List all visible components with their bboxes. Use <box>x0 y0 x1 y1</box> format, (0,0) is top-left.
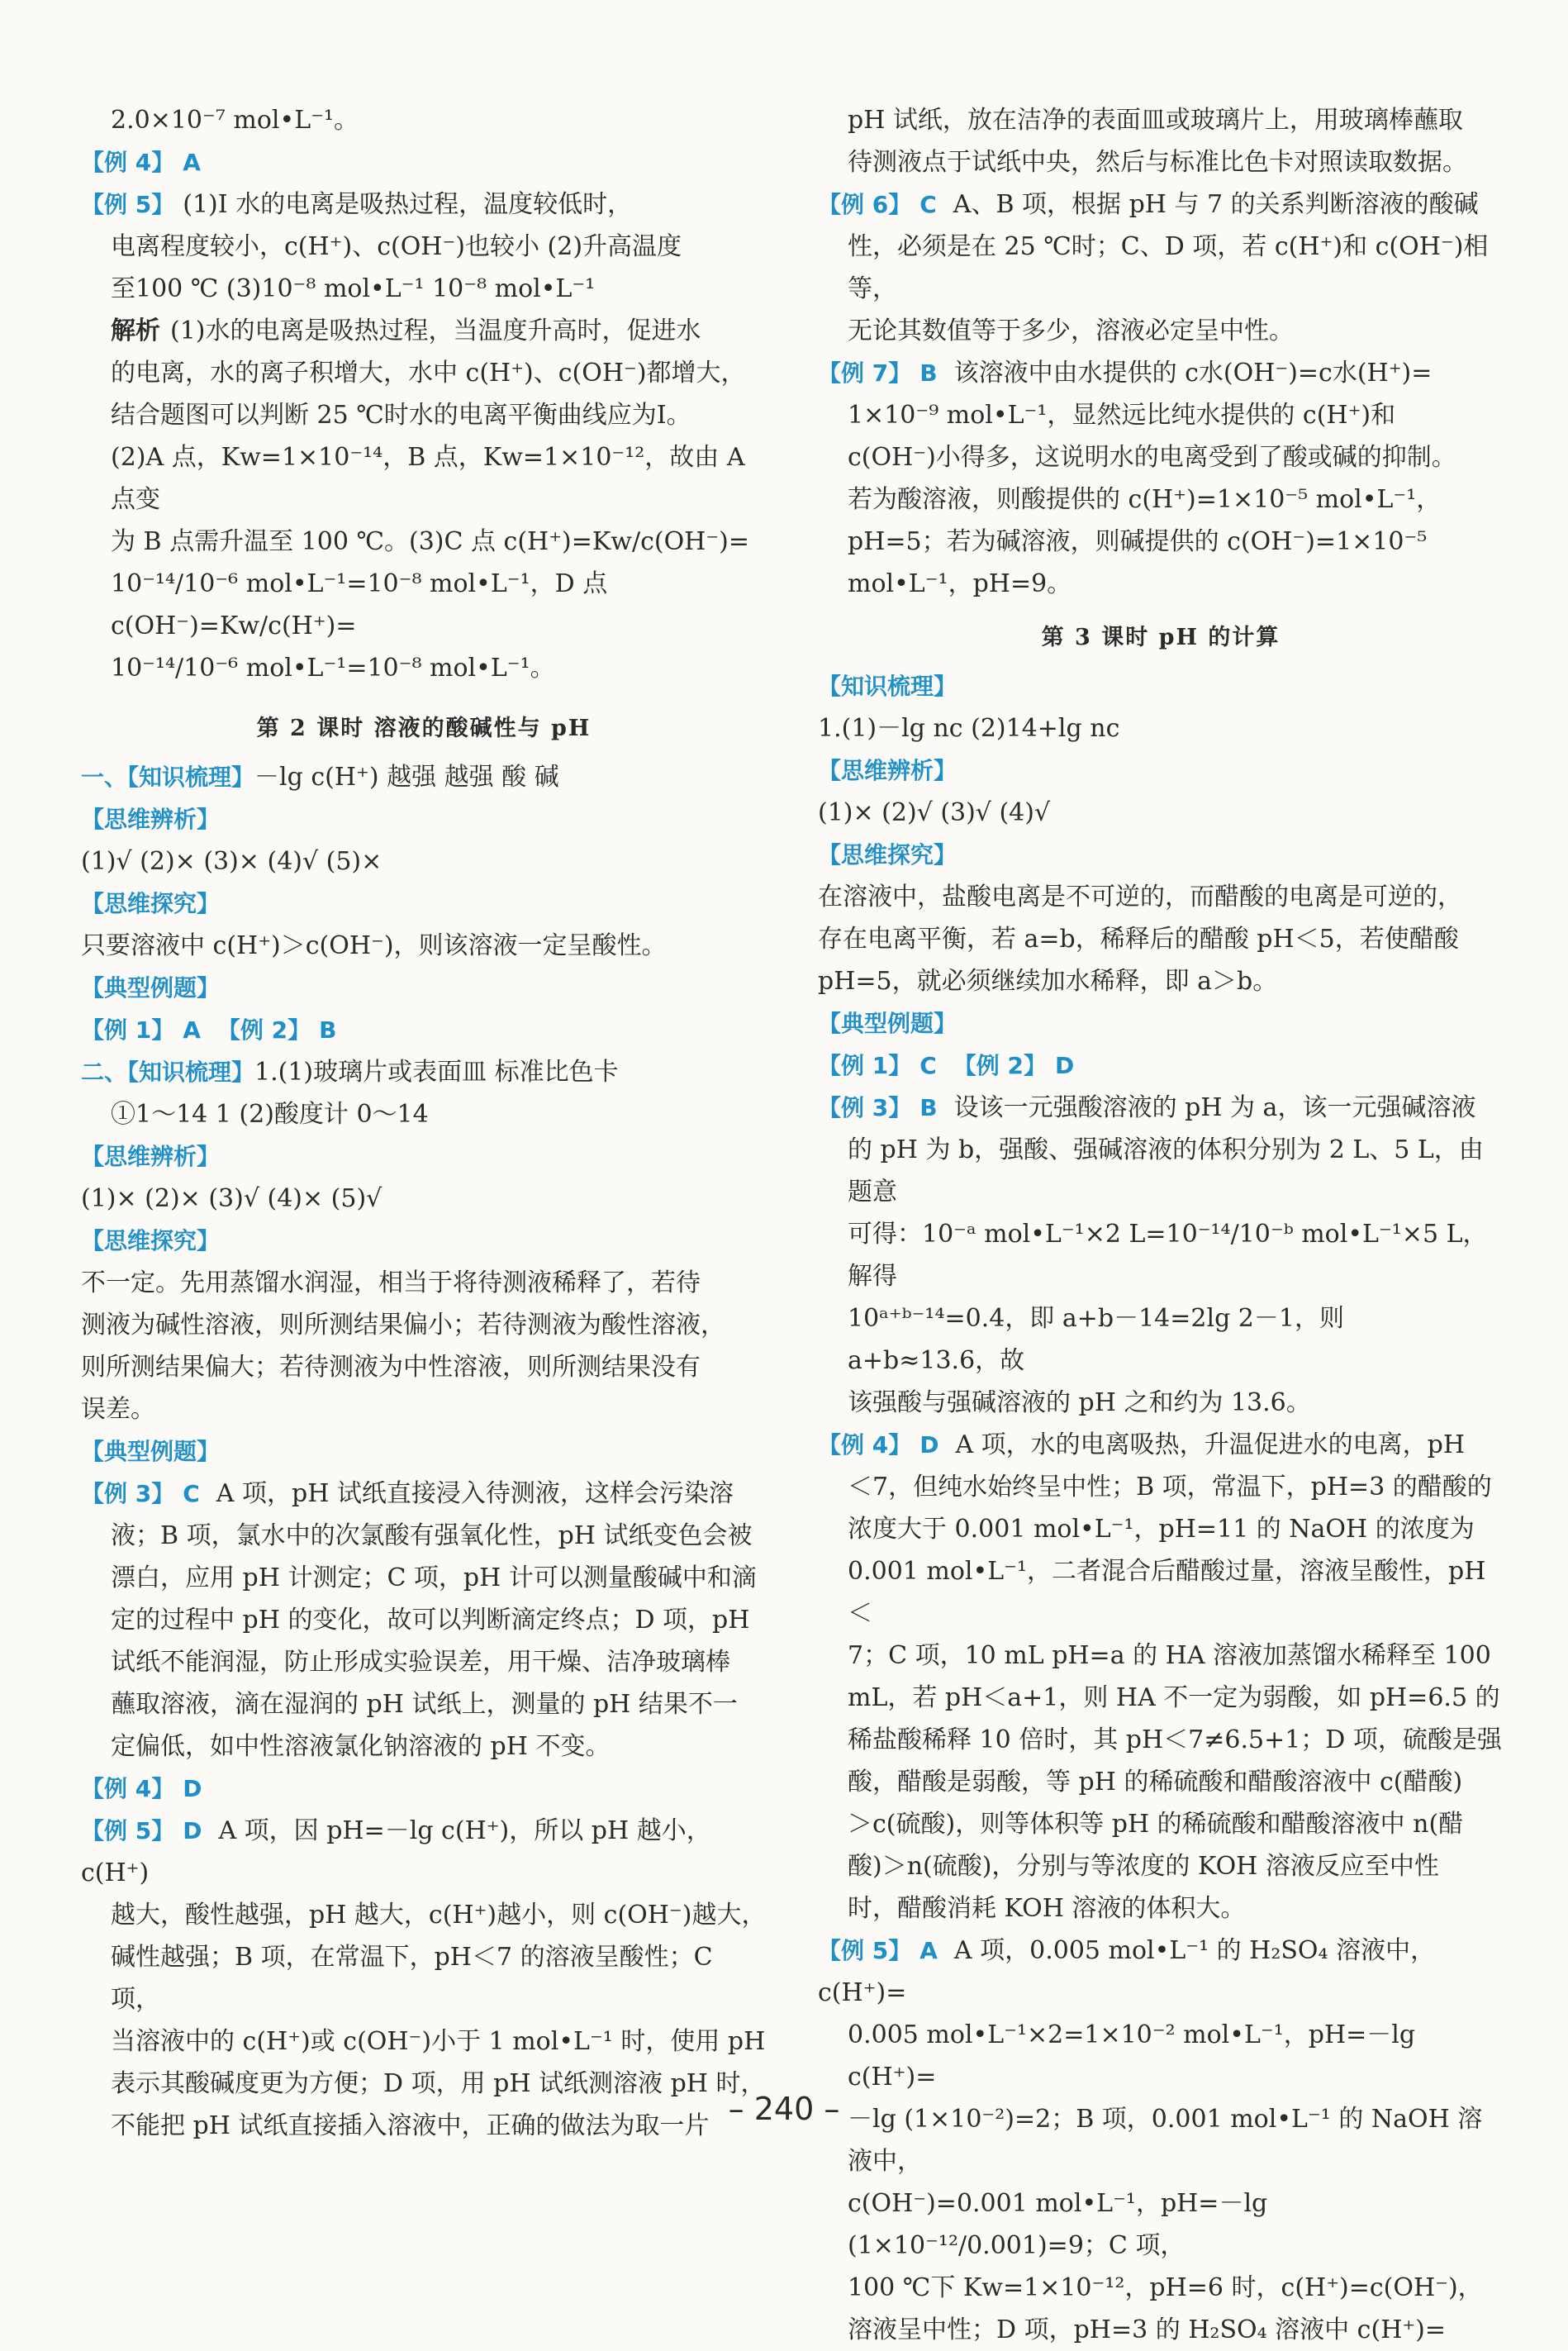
text-line: ＞c(硫酸)，则等体积等 pH 的稀硫酸和醋酸溶液中 n(醋 <box>848 1810 1464 1839</box>
text-line: 稀盐酸稀释 10 倍时，其 pH＜7≠6.5+1；D 项，硫酸是强 <box>848 1725 1502 1754</box>
text-line: (1)√ (2)× (3)× (4)√ (5)× <box>81 847 382 876</box>
text-line: 电离程度较小，c(H⁺)、c(OH⁻)也较小 (2)升高温度 <box>111 232 682 261</box>
answer: D <box>1055 1052 1075 1079</box>
text-line: 碱性越强；B 项，在常温下，pH＜7 的溶液呈酸性；C 项， <box>111 1943 713 2014</box>
section-head: 【思维探究】 <box>81 890 221 917</box>
section-head: 【思维探究】 <box>818 841 957 869</box>
text-line: 则所测结果偏大；若待测液为中性溶液，则所测结果没有 <box>81 1353 701 1382</box>
answer: C <box>919 191 937 218</box>
example-label: 【例 3】 <box>81 1480 175 1507</box>
text-line: 待测液点于试纸中央，然后与标准比色卡对照读取数据。 <box>848 148 1467 177</box>
example-label: 【例 3】 <box>818 1094 912 1121</box>
text-line: －lg (1×10⁻²)=2；B 项，0.001 mol•L⁻¹ 的 NaOH 溶液中， <box>848 2105 1483 2176</box>
text-line: (1)水的电离是吸热过程，当温度升高时，促进水 <box>170 316 701 345</box>
text-line: A 项，因 pH=－lg c(H⁺)，所以 pH 越小，c(H⁺) <box>81 1816 711 1887</box>
example-label: 【例 4】 <box>81 149 175 176</box>
text-line: 漂白，应用 pH 计测定；C 项，pH 计可以测量酸碱中和滴 <box>111 1563 757 1592</box>
text-line: 若为酸溶液，则酸提供的 c(H⁺)=1×10⁻⁵ mol•L⁻¹， <box>848 485 1442 514</box>
text-line: 0.005 mol•L⁻¹×2=1×10⁻² mol•L⁻¹，pH=－lg c(H⁺)= <box>848 2020 1416 2092</box>
example-label: 【例 6】 <box>818 191 912 218</box>
example-label: 【例 5】 <box>81 1817 175 1844</box>
answer: A <box>183 149 201 176</box>
page-number: – 240 – <box>728 2091 840 2127</box>
text-line: 2.0×10⁻⁷ mol•L⁻¹。 <box>111 106 359 135</box>
text-line: 10⁻¹⁴/10⁻⁶ mol•L⁻¹=10⁻⁸ mol•L⁻¹，D 点 c(OH⁻)=Kw/c(H⁺)= <box>111 569 608 640</box>
text-line: 无论其数值等于多少，溶液必定呈中性。 <box>848 316 1294 345</box>
text-line: (1)Ⅰ 水的电离是吸热过程，温度较低时， <box>183 190 633 219</box>
answer: A <box>919 1937 938 1964</box>
text-line: 溶液呈中性；D 项，pH=3 的 H₂SO₄ 溶液中 c(H⁺)= <box>848 2315 1447 2344</box>
right-column <box>818 99 1504 2351</box>
text-line: 100 ℃下 Kw=1×10⁻¹²，pH=6 时，c(H⁺)=c(OH⁻)， <box>848 2273 1483 2302</box>
text-line: 浓度大于 0.001 mol•L⁻¹，pH=11 的 NaOH 的浓度为 <box>848 1515 1475 1544</box>
text-line: pH=5；若为碱溶液，则碱提供的 c(OH⁻)=1×10⁻⁵ <box>848 527 1428 556</box>
answer: C <box>919 1052 937 1079</box>
text-line: 试纸不能润湿，防止形成实验误差，用干燥、洁净玻璃棒 <box>111 1648 730 1677</box>
section-head: 【思维辨析】 <box>81 1143 221 1170</box>
text-line: 7；C 项，10 mL pH=a 的 HA 溶液加蒸馏水稀释至 100 <box>848 1641 1491 1670</box>
text-line: c(OH⁻)=0.001 mol•L⁻¹，pH=－lg (1×10⁻¹²/0.001)=9；C 项， <box>848 2189 1268 2260</box>
text-line: (2)A 点，Kw=1×10⁻¹⁴，B 点，Kw=1×10⁻¹²，故由 A 点变 <box>111 443 745 514</box>
text-line: 定的过程中 pH 的变化，故可以判断滴定终点；D 项，pH <box>111 1606 750 1635</box>
text-line: 为 B 点需升温至 100 ℃。(3)C 点 c(H⁺)=Kw/c(OH⁻)= <box>111 527 750 556</box>
text-line: 只要溶液中 c(H⁺)＞c(OH⁻)，则该溶液一定呈酸性。 <box>81 931 667 960</box>
text-line: 不能把 pH 试纸直接插入溶液中，正确的做法为取一片 <box>111 2111 710 2140</box>
section-head: 二、【知识梳理】 <box>81 1059 255 1086</box>
text-line: mol•L⁻¹，pH=9。 <box>848 569 1072 598</box>
example-label: 【例 1】 <box>818 1052 912 1079</box>
text-line: 0.001 mol•L⁻¹，二者混合后醋酸过量，溶液呈酸性，pH＜ <box>848 1557 1486 1628</box>
text-line: 表示其酸碱度更为方便；D 项，用 pH 试纸测溶液 pH 时， <box>111 2069 766 2098</box>
text-line: 当溶液中的 c(H⁺)或 c(OH⁻)小于 1 mol•L⁻¹ 时，使用 pH <box>111 2027 766 2056</box>
text-line: 1.(1)－lg nc (2)14+lg nc <box>818 714 1120 743</box>
answer: B <box>919 1094 938 1121</box>
analysis-label: 解析 <box>111 316 160 345</box>
example-label: 【例 4】 <box>81 1775 175 1802</box>
answer: D <box>183 1775 202 1802</box>
answer: B <box>919 359 938 387</box>
example-label: 【例 1】 <box>81 1016 175 1044</box>
text-line: pH 试纸，放在洁净的表面皿或玻璃片上，用玻璃棒蘸取 <box>848 106 1463 135</box>
answer: D <box>919 1431 939 1459</box>
text-line: 蘸取溶液，滴在湿润的 pH 试纸上，测量的 pH 结果不一 <box>111 1690 738 1719</box>
text-line: 酸)＞n(硫酸)，分别与等浓度的 KOH 溶液反应至中性 <box>848 1852 1439 1881</box>
section-head: 【思维辨析】 <box>818 757 957 784</box>
text-line: 10⁻¹⁴/10⁻⁶ mol•L⁻¹=10⁻⁸ mol•L⁻¹。 <box>111 654 555 683</box>
answer: A <box>183 1016 201 1044</box>
answer: C <box>183 1480 200 1507</box>
answer: D <box>183 1817 202 1844</box>
text-line: ＜7，但纯水始终呈中性；B 项，常温下，pH=3 的醋酸的 <box>848 1473 1492 1501</box>
text-line: 时，醋酸消耗 KOH 溶液的体积大。 <box>848 1894 1246 1923</box>
text-line: 的 pH 为 b，强酸、强碱溶液的体积分别为 2 L、5 L，由题意 <box>848 1135 1484 1206</box>
text-line: pH=5，就必须继续加水稀释，即 a＞b。 <box>818 967 1278 996</box>
section-head: 【典型例题】 <box>81 974 221 1002</box>
text-line: 1.(1)玻璃片或表面皿 标准比色卡 <box>254 1058 619 1087</box>
text-line: 误差。 <box>81 1395 155 1424</box>
answer: B <box>319 1016 337 1044</box>
section-head: 一、【知识梳理】 <box>81 764 255 791</box>
text-line: 性，必须是在 25 ℃时；C、D 项，若 c(H⁺)和 c(OH⁻)相等， <box>848 232 1489 303</box>
text-line: 越大，酸性越强，pH 越大，c(H⁺)越小，则 c(OH⁻)越大， <box>111 1901 767 1930</box>
text-line: c(OH⁻)小得多，这说明水的电离受到了酸或碱的抑制。 <box>848 443 1456 472</box>
section-head: 【思维辨析】 <box>81 806 221 833</box>
text-line: 至100 ℃ (3)10⁻⁸ mol•L⁻¹ 10⁻⁸ mol•L⁻¹ <box>111 274 596 303</box>
text-line: 测液为碱性溶液，则所测结果偏小；若待测液为酸性溶液， <box>81 1311 725 1340</box>
text-line: 液；B 项，氯水中的次氯酸有强氧化性，pH 试纸变色会被 <box>111 1521 753 1550</box>
text-line: (1)× (2)√ (3)√ (4)√ <box>818 798 1051 827</box>
text-line: A 项，pH 试纸直接浸入待测液，这样会污染溶 <box>216 1479 734 1508</box>
text-line: A 项，0.005 mol•L⁻¹ 的 H₂SO₄ 溶液中，c(H⁺)= <box>818 1936 1436 2007</box>
text-line: 该强酸与强碱溶液的 pH 之和约为 13.6。 <box>848 1388 1311 1417</box>
text-line: 可得：10⁻ᵃ mol•L⁻¹×2 L=10⁻¹⁴/10⁻ᵇ mol•L⁻¹×5 L，解得 <box>848 1220 1488 1291</box>
text-line: (1)× (2)× (3)√ (4)× (5)√ <box>81 1184 382 1213</box>
example-label: 【例 5】 <box>81 191 175 218</box>
text-line: 存在电离平衡，若 a=b，稀释后的醋酸 pH＜5，若使醋酸 <box>818 925 1459 954</box>
text-line: 不一定。先用蒸馏水润湿，相当于将待测液稀释了，若待 <box>81 1268 701 1297</box>
example-label: 【例 2】 <box>953 1052 1048 1079</box>
text-line: 的电离，水的离子积增大，水中 c(H⁺)、c(OH⁻)都增大， <box>111 359 746 388</box>
section-title: 第 2 课时 溶液的酸碱性与 pH <box>256 716 592 741</box>
text-line: 酸，醋酸是弱酸，等 pH 的稀硫酸和醋酸溶液中 c(醋酸) <box>848 1768 1463 1797</box>
section-head: 【知识梳理】 <box>818 673 957 700</box>
example-label: 【例 5】 <box>818 1937 912 1964</box>
text-line: ①1～14 1 (2)酸度计 0～14 <box>111 1100 429 1129</box>
example-label: 【例 7】 <box>818 359 912 387</box>
section-head: 【典型例题】 <box>818 1010 957 1037</box>
text-line: 定偏低，如中性溶液氯化钠溶液的 pH 不变。 <box>111 1732 611 1761</box>
example-label: 【例 4】 <box>818 1431 912 1459</box>
text-line: 在溶液中，盐酸电离是不可逆的，而醋酸的电离是可逆的， <box>818 883 1462 911</box>
section-head: 【思维探究】 <box>81 1227 221 1254</box>
section-title: 第 3 课时 pH 的计算 <box>1041 625 1281 650</box>
text-line: A 项，水的电离吸热，升温促进水的电离，pH <box>955 1430 1466 1459</box>
text-line: 结合题图可以判断 25 ℃时水的电离平衡曲线应为Ⅰ。 <box>111 401 691 430</box>
text-line: 10ᵃ⁺ᵇ⁻¹⁴=0.4，即 a+b－14=2lg 2－1，则 a+b≈13.6，故 <box>848 1304 1344 1375</box>
text-line: 设该一元强酸溶液的 pH 为 a，该一元强碱溶液 <box>953 1093 1476 1122</box>
text-line: －lg c(H⁺) 越强 越强 酸 碱 <box>254 763 559 792</box>
text-line: 1×10⁻⁹ mol•L⁻¹，显然远比纯水提供的 c(H⁺)和 <box>848 401 1396 430</box>
text-line: 该溶液中由水提供的 c水(OH⁻)=c水(H⁺)= <box>953 359 1433 388</box>
text-line: A、B 项，根据 pH 与 7 的关系判断溶液的酸碱 <box>953 190 1479 219</box>
section-head: 【典型例题】 <box>81 1438 221 1465</box>
example-label: 【例 2】 <box>216 1016 311 1044</box>
left-column <box>81 99 767 2147</box>
text-line: mL，若 pH＜a+1，则 HA 不一定为弱酸，如 pH=6.5 的 <box>848 1683 1500 1712</box>
